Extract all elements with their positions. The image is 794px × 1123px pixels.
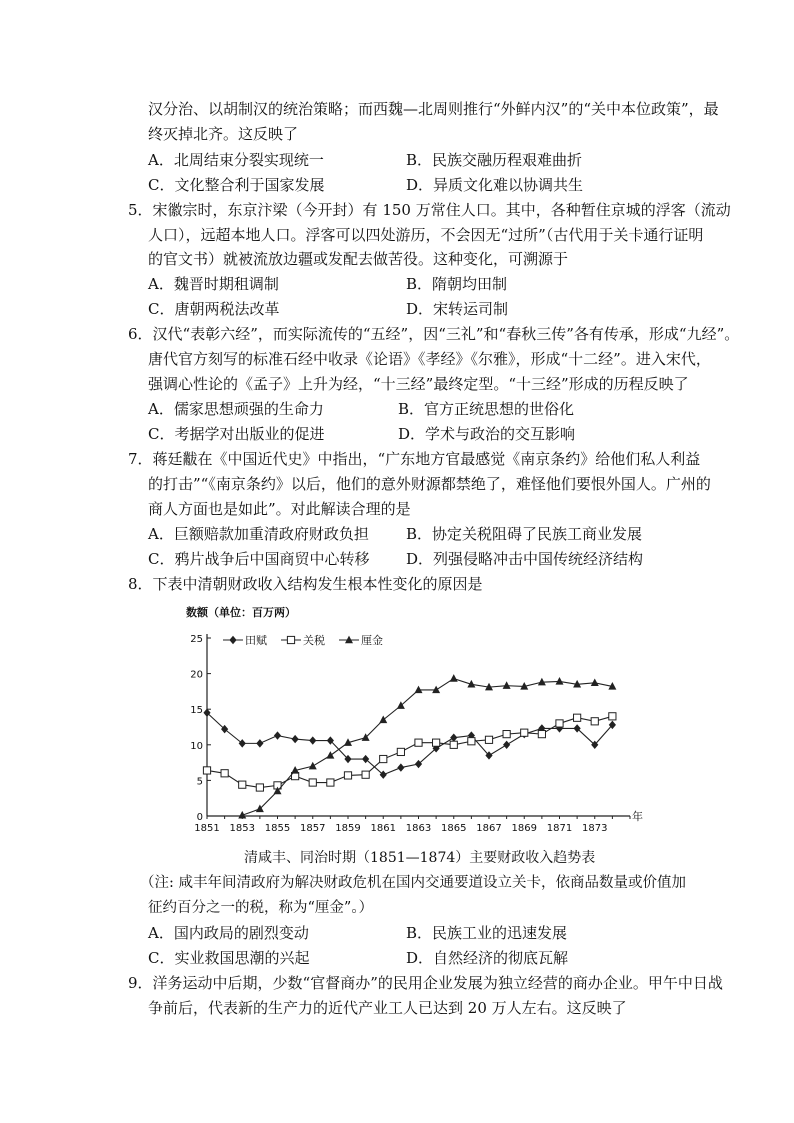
data-point-diamond bbox=[292, 735, 299, 743]
chart-y-axis-label: 数额（单位：百万两） bbox=[186, 606, 296, 619]
x-tick-label: 1869 bbox=[511, 823, 537, 834]
q6-option-c[interactable]: C．考据学对出版业的促进 bbox=[148, 425, 325, 443]
q7-option-a[interactable]: A．巨额赔款加重清政府财政负担 bbox=[148, 525, 369, 543]
data-point-diamond bbox=[239, 739, 246, 747]
q6-line-3: 强调心性论的《孟子》上升为经，“十三经”最终定型。“十三经”形成的历程反映了 bbox=[148, 375, 689, 393]
x-tick-label: 1853 bbox=[229, 823, 255, 834]
data-point-square bbox=[521, 729, 528, 736]
data-point-square bbox=[415, 739, 422, 746]
q5-line-3: 的官文书）就被流放边疆或发配去做苦役。这种变化，可溯源于 bbox=[148, 250, 569, 268]
q8-option-b[interactable]: B．民族工业的迅速发展 bbox=[406, 924, 568, 942]
series-line-triangle bbox=[242, 679, 612, 816]
chart-legend bbox=[223, 633, 383, 647]
q4-option-c[interactable]: C．文化整合利于国家发展 bbox=[148, 176, 325, 194]
data-point-square bbox=[221, 770, 228, 777]
x-tick-label: 1861 bbox=[370, 823, 396, 834]
q5-option-c[interactable]: C．唐朝两税法改革 bbox=[148, 300, 280, 318]
x-tick-label: 1859 bbox=[335, 823, 361, 834]
q5-option-a[interactable]: A．魏晋时期租调制 bbox=[148, 275, 279, 293]
data-point-triangle bbox=[556, 677, 564, 685]
q7-option-b[interactable]: B．协定关税阻碍了民族工商业发展 bbox=[406, 525, 643, 543]
data-point-square bbox=[344, 772, 351, 779]
data-point-square bbox=[239, 781, 246, 788]
chart-note-line-1: （注: 咸丰年间清政府为解决财政危机在国内交通要道设立关卡，依商品数量或价值加 bbox=[140, 875, 686, 891]
y-tick-label: 5 bbox=[196, 776, 203, 788]
legend-label: 田赋 bbox=[245, 634, 267, 647]
y-tick-label: 15 bbox=[190, 705, 203, 717]
data-point-square bbox=[485, 736, 492, 743]
x-tick-label: 1865 bbox=[441, 823, 467, 834]
q9-line-1: 9．洋务运动中后期，少数“官督商办”的民用企业发展为独立经营的商办企业。甲午中日战 bbox=[128, 974, 723, 992]
y-tick-label: 10 bbox=[190, 740, 203, 752]
data-point-square bbox=[503, 731, 510, 738]
data-point-square bbox=[433, 739, 440, 746]
data-point-triangle bbox=[415, 686, 423, 694]
data-point-square bbox=[203, 767, 210, 774]
data-point-square bbox=[362, 771, 369, 778]
revenue-trend-chart bbox=[186, 598, 643, 838]
data-point-triangle bbox=[379, 715, 387, 723]
data-point-square bbox=[327, 779, 334, 786]
q4-continuation-line-2: 终灭掉北齐。这反映了 bbox=[148, 125, 299, 143]
q6-line-2: 唐代官方刻写的标准石经中收录《论语》《孝经》《尔雅》，形成“十二经”。进入宋代， bbox=[148, 350, 711, 368]
data-point-triangle bbox=[309, 762, 317, 770]
data-point-square bbox=[609, 713, 616, 720]
data-point-triangle bbox=[591, 678, 599, 686]
q4-continuation-line-1: 汉分治、以胡制汉的统治策略；而西魏—北周则推行“外鲜内汉”的“关中本位政策”，最 bbox=[148, 100, 719, 118]
series-line-square bbox=[207, 716, 612, 787]
data-point-diamond bbox=[256, 739, 263, 747]
x-tick-label: 1863 bbox=[405, 823, 432, 834]
chart-series bbox=[203, 674, 616, 818]
q4-option-a[interactable]: A．北周结束分裂实现统一 bbox=[148, 151, 324, 169]
q4-option-d[interactable]: D．异质文化难以协调共生 bbox=[406, 176, 584, 194]
data-point-square bbox=[591, 718, 598, 725]
q5-option-b[interactable]: B．隋朝均田制 bbox=[406, 275, 508, 293]
y-tick-label: 25 bbox=[190, 634, 203, 645]
q7-line-2: 的打击”“《南京条约》以后，他们的意外财源都禁绝了，难怪他们要恨外国人。广州的 bbox=[148, 475, 711, 493]
q7-line-3: 商人方面也是如此”。对此解读合理的是 bbox=[148, 500, 411, 518]
q7-option-c[interactable]: C．鸦片战争后中国商贸中心转移 bbox=[148, 550, 370, 568]
chart-caption: 清咸丰、同治时期（1851—1874）主要财政收入趋势表 bbox=[244, 850, 596, 866]
data-point-triangle bbox=[503, 681, 511, 689]
q7-line-1: 7．蒋廷黻在《中国近代史》中指出，“广东地方官最感觉《南京条约》给他们私人利益 bbox=[128, 450, 701, 468]
data-point-diamond bbox=[450, 733, 457, 741]
q6-option-d[interactable]: D．学术与政治的交互影响 bbox=[398, 425, 576, 443]
q6-line-1: 6．汉代“表彰六经”，而实际流传的“五经”，因“三礼”和“春秋三传”各有传承，形成“九经”。 bbox=[128, 325, 740, 343]
q6-option-a[interactable]: A．儒家思想顽强的生命力 bbox=[148, 400, 324, 418]
data-point-square bbox=[574, 714, 581, 721]
x-tick-label: 1873 bbox=[582, 823, 608, 834]
q5-option-d[interactable]: D．宋转运司制 bbox=[406, 300, 509, 318]
data-point-square bbox=[397, 748, 404, 755]
q5-line-1: 5．宋徽宗时，东京汴梁（今开封）有 150 万常住人口。其中，各种暂住京城的浮客（流动 bbox=[128, 201, 731, 219]
data-point-diamond bbox=[309, 736, 316, 744]
data-point-triangle bbox=[450, 674, 458, 682]
q8-option-a[interactable]: A．国内政局的剧烈变动 bbox=[148, 924, 309, 942]
q5-line-2: 人口），远超本地人口。浮客可以四处游历，不会因无“过所”（古代用于关卡通行证明 bbox=[148, 226, 704, 244]
q8-option-c[interactable]: C．实业救国思潮的兴起 bbox=[148, 949, 310, 967]
data-point-diamond bbox=[274, 731, 281, 739]
data-point-diamond bbox=[503, 741, 510, 749]
data-point-triangle bbox=[432, 686, 440, 694]
chart-ticks bbox=[190, 634, 630, 834]
legend-marker-triangle bbox=[345, 636, 353, 644]
q4-option-b[interactable]: B．民族交融历程艰难曲折 bbox=[406, 151, 583, 169]
data-point-square bbox=[468, 738, 475, 745]
data-point-diamond bbox=[397, 763, 404, 771]
x-tick-label: 1851 bbox=[194, 823, 220, 834]
data-point-square bbox=[380, 755, 387, 762]
legend-marker-diamond bbox=[229, 636, 236, 644]
legend-marker-square bbox=[287, 636, 294, 643]
data-point-square bbox=[309, 779, 316, 786]
series-line-diamond bbox=[207, 713, 612, 775]
chart-note-line-2: 征约百分之一的税，称为“厘金”。） bbox=[148, 900, 374, 916]
data-point-square bbox=[538, 731, 545, 738]
x-tick-label: 1867 bbox=[476, 823, 502, 834]
data-point-square bbox=[556, 720, 563, 727]
legend-label: 关税 bbox=[303, 634, 325, 647]
legend-label: 厘金 bbox=[361, 634, 383, 647]
x-axis-unit: 年 bbox=[632, 810, 643, 823]
data-point-square bbox=[450, 741, 457, 748]
q7-option-d[interactable]: D．列强侵略冲击中国传统经济结构 bbox=[406, 550, 644, 568]
x-tick-label: 1857 bbox=[300, 823, 326, 834]
data-point-triangle bbox=[326, 751, 334, 759]
q8-line-1: 8．下表中清朝财政收入结构发生根本性变化的原因是 bbox=[128, 575, 483, 593]
x-tick-label: 1871 bbox=[546, 823, 573, 834]
q6-option-b[interactable]: B．官方正统思想的世俗化 bbox=[398, 400, 575, 418]
x-tick-label: 1855 bbox=[264, 823, 291, 834]
q9-line-2: 争前后，代表新的生产力的近代产业工人已达到 20 万人左右。这反映了 bbox=[148, 999, 627, 1017]
data-point-square bbox=[256, 784, 263, 791]
q8-option-d[interactable]: D．自然经济的彻底瓦解 bbox=[406, 949, 569, 967]
y-tick-label: 20 bbox=[190, 669, 203, 681]
data-point-triangle bbox=[397, 701, 405, 709]
y-tick-label: 0 bbox=[196, 812, 203, 823]
